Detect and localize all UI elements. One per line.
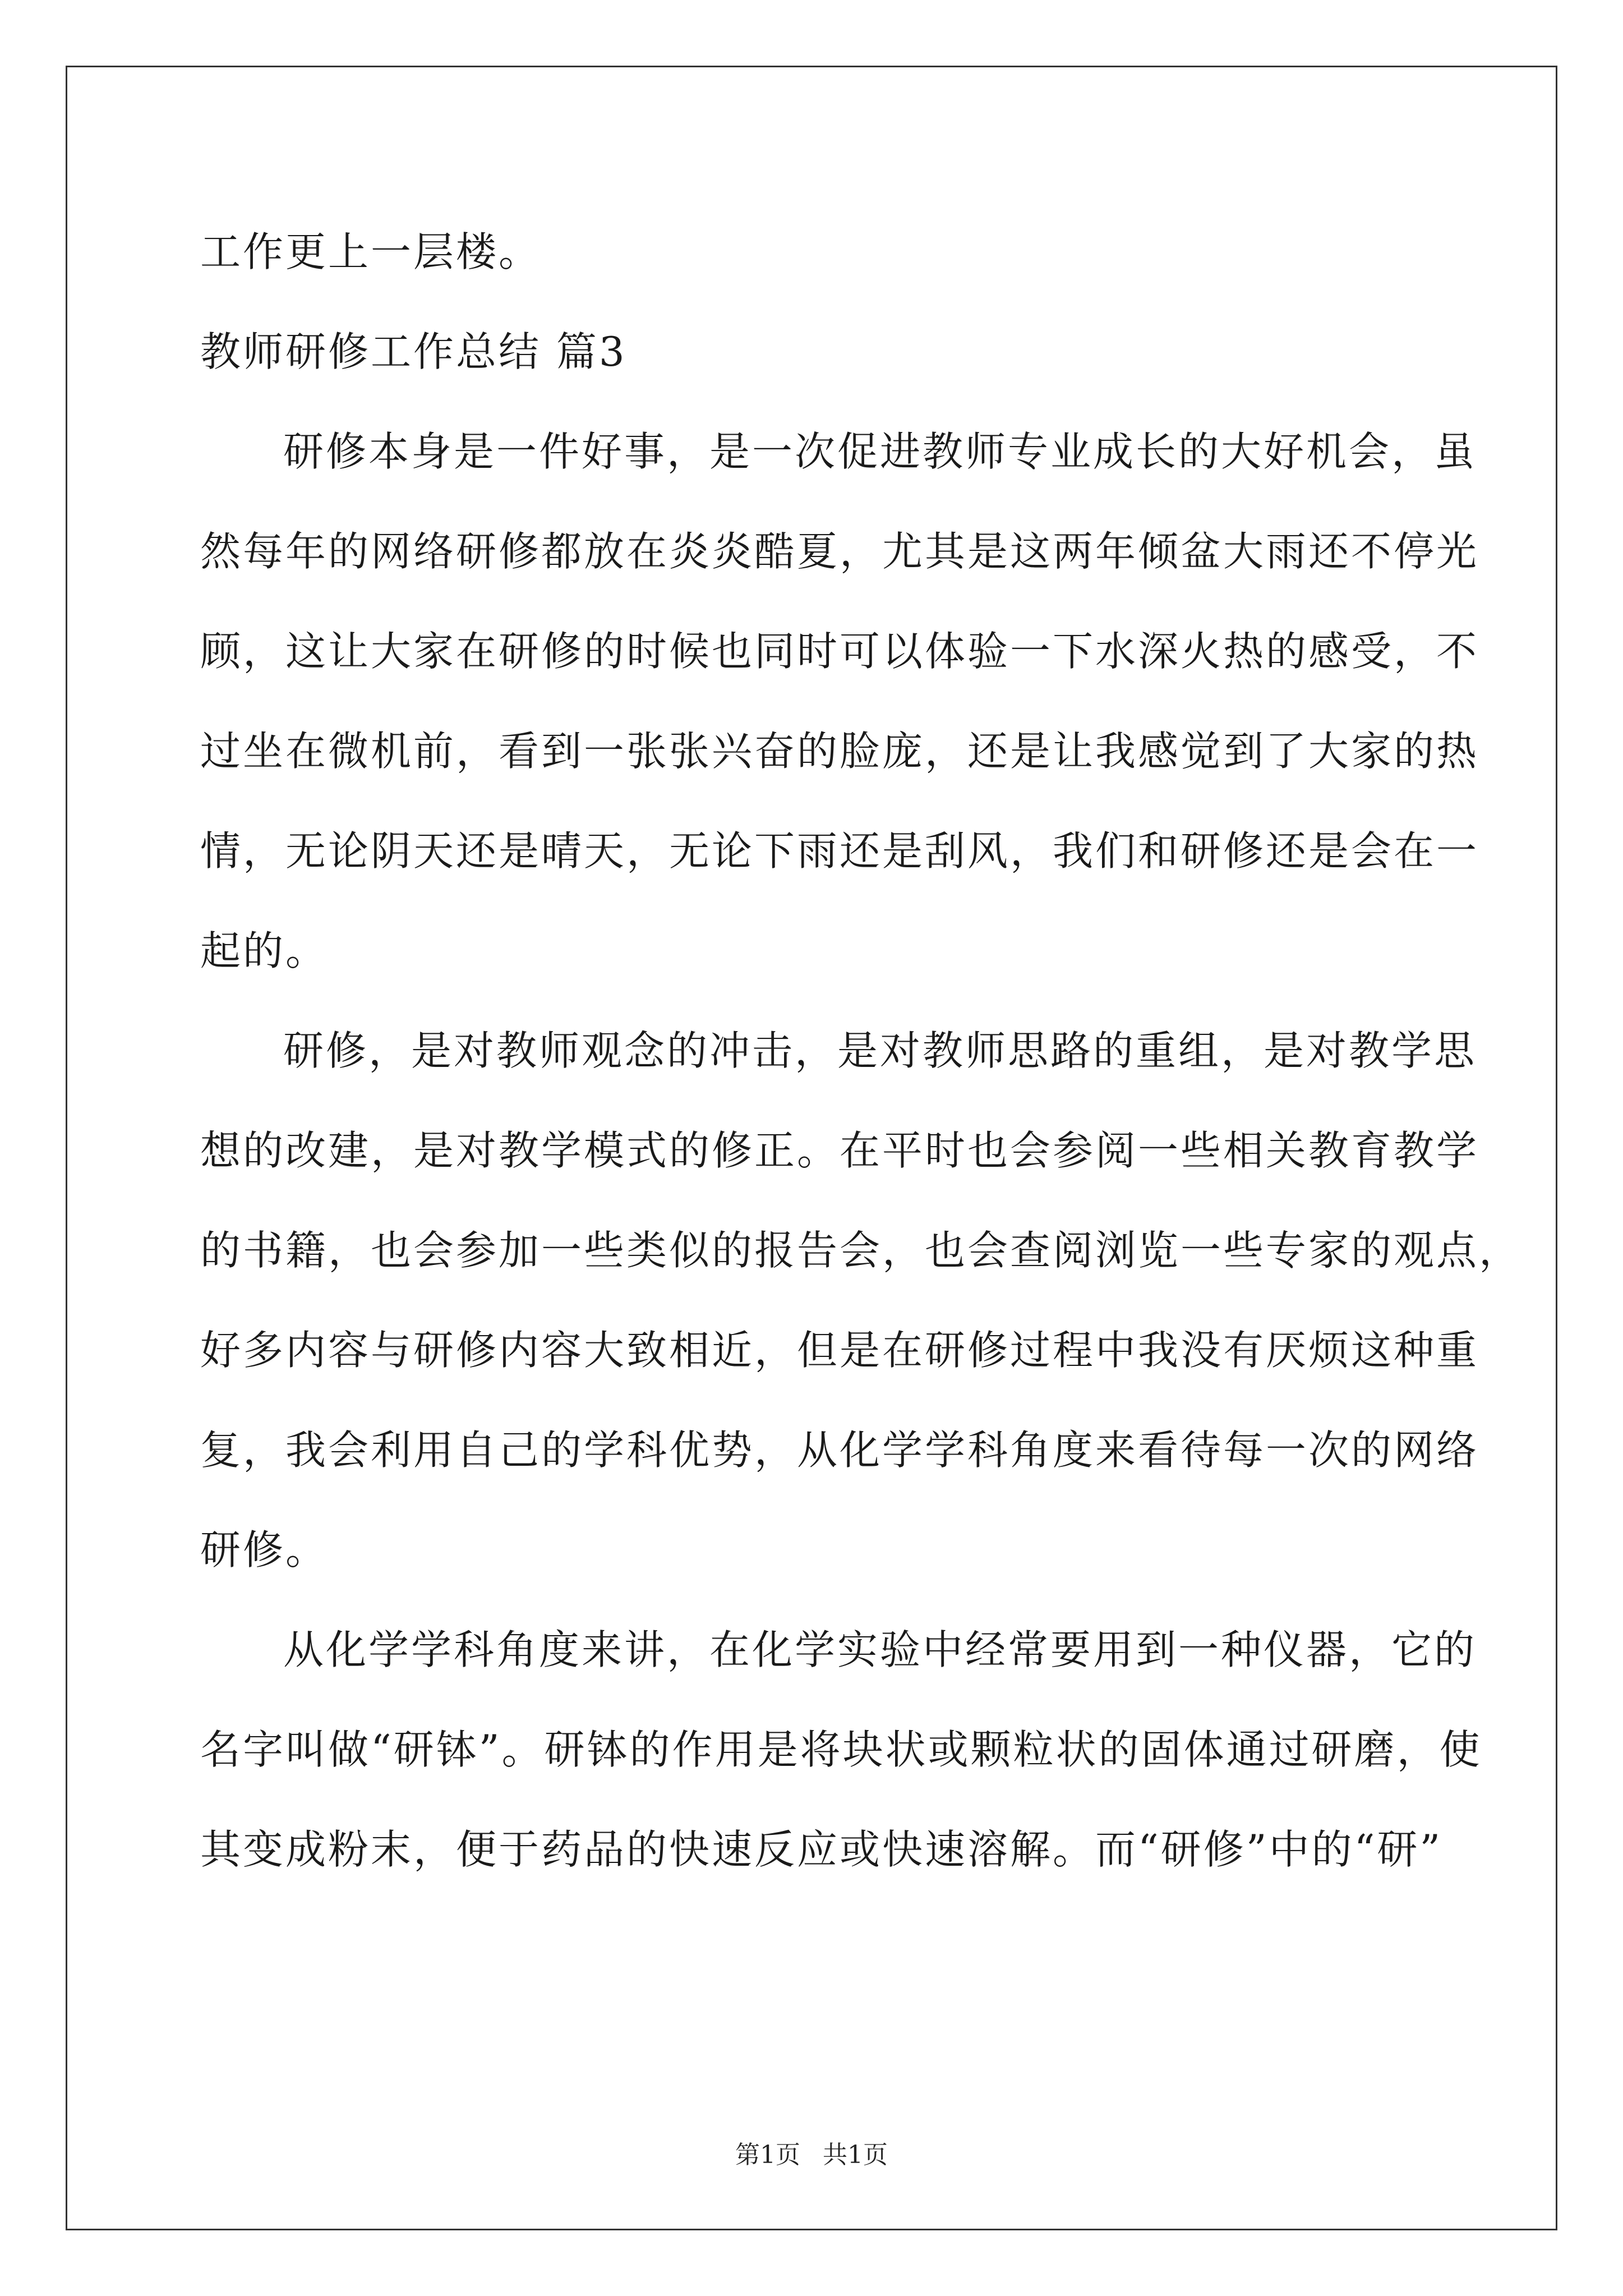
- text-line: 过坐在微机前，看到一张张兴奋的脸庞，还是让我感觉到了大家的热: [200, 728, 1479, 775]
- page-total: 共1页: [823, 2141, 888, 2169]
- text-line: 工作更上一层楼。: [200, 228, 542, 275]
- text-line: 然每年的网络研修都放在炎炎酷夏，尤其是这两年倾盆大雨还不停光: [200, 528, 1479, 575]
- text-line: 从化学学科角度来讲，在化学实验中经常要用到一种仪器，它的: [283, 1626, 1477, 1673]
- text-line: 顾，这让大家在研修的时候也同时可以体验一下水深火热的感受，不: [200, 628, 1479, 675]
- page-footer: [0, 2138, 1623, 2172]
- text-line: 其变成粉末，便于药品的快速反应或快速溶解。而“研修”中的“研”: [200, 1826, 1443, 1873]
- text-line: 研修。: [200, 1526, 329, 1573]
- text-line: 复，我会利用自己的学科优势，从化学学科角度来看待每一次的网络: [200, 1427, 1479, 1474]
- paragraph: [200, 1600, 1482, 1899]
- text-line: 起的。: [200, 927, 329, 974]
- text-line: 名字叫做“研钵”。研钵的作用是将块状或颗粒状的固体通过研磨，使: [200, 1726, 1482, 1773]
- text-line: 研修，是对教师观念的冲击，是对教师思路的重组，是对教学思: [283, 1027, 1477, 1074]
- heading-text: 教师研修工作总结 篇3: [200, 328, 627, 375]
- text-line: 情，无论阴天还是晴天，无论下雨还是刮风，我们和研修还是会在一: [200, 827, 1479, 875]
- page-number: 第1页: [735, 2141, 800, 2169]
- text-line: 想的改建，是对教学模式的修正。在平时也会参阅一些相关教育教学: [200, 1127, 1479, 1174]
- section-heading: [200, 302, 1434, 402]
- text-line: 研修本身是一件好事，是一次促进教师专业成长的大好机会，虽: [283, 428, 1477, 475]
- document-body: [200, 202, 1522, 1899]
- text-line: 的书籍，也会参加一些类似的报告会，也会查阅浏览一些专家的观点，: [200, 1227, 1522, 1274]
- paragraph: [200, 402, 1479, 1001]
- text-line: 好多内容与研修内容大致相近，但是在研修过程中我没有厌烦这种重: [200, 1327, 1479, 1374]
- paragraph: [200, 1001, 1522, 1600]
- paragraph: [200, 202, 1434, 302]
